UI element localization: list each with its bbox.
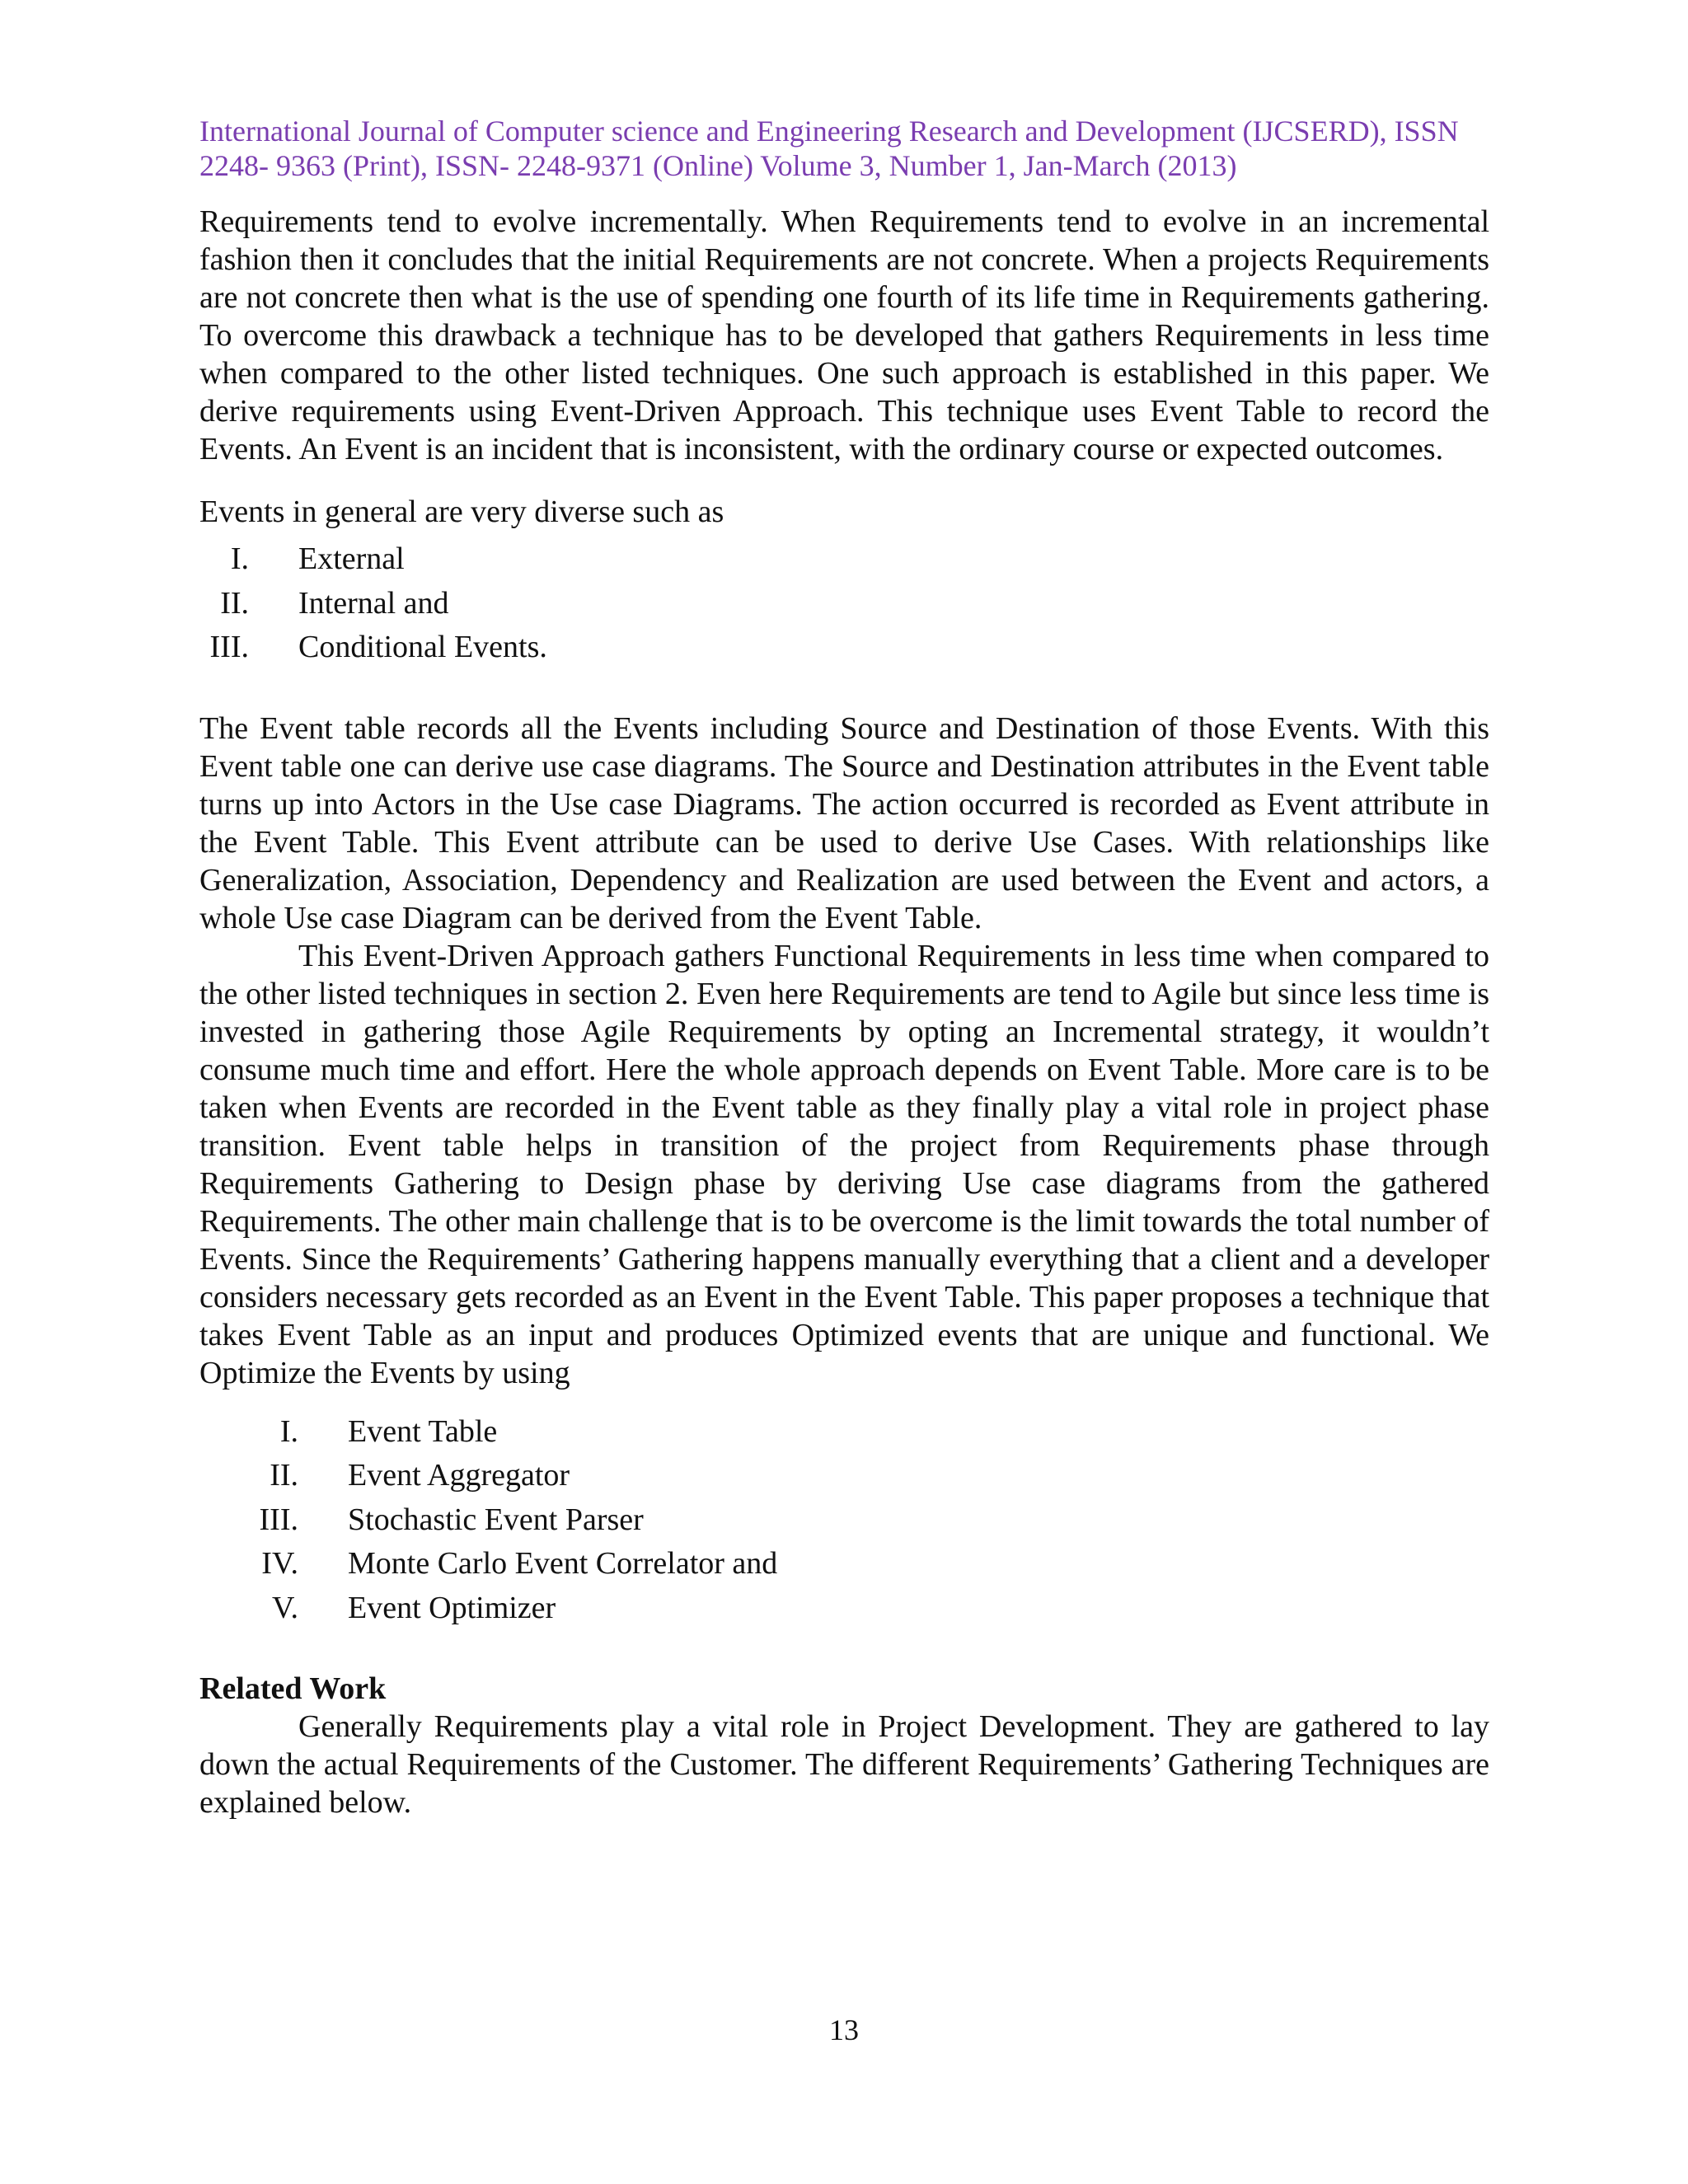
journal-header: [199, 114, 1489, 183]
list-item-number: IV.: [261, 1546, 298, 1581]
list-item: [199, 626, 1489, 670]
list-item: [199, 1454, 1489, 1498]
paragraph-related-work: Generally Requirements play a vital role in Project Development. They are gathered to lay down the actual Requirements of the Customer. The different Requirements’ Gathering Techniques are explained below.: [199, 1709, 1489, 1820]
list-item-number: II.: [270, 1458, 298, 1493]
paragraph-events-diverse: Events in general are very diverse such as: [199, 494, 724, 529]
list-item-text: Stochastic Event Parser: [348, 1502, 644, 1537]
paragraph-event-table: The Event table records all the Events including Source and Destination of those Events. With this Event table one can derive use case diagrams. The Source and Destination attributes in the Event table turns up into Actors in the Use case Diagrams. The action occurred is recorded as Event attribute in the Event Table. This Event attribute can be used to derive Use Cases. With relationships like Generalization, Association, Dependency and Realization are used between the Event and actors, a whole Use case Diagram can be derived from the Event Table.: [199, 710, 1489, 935]
list-item-number: I.: [279, 1413, 298, 1449]
event-types-list: [199, 537, 1489, 670]
page-number: 13: [829, 2013, 859, 2046]
list-item-number: III.: [209, 630, 249, 664]
list-item-text: Monte Carlo Event Correlator and: [348, 1546, 778, 1581]
list-item: [199, 1586, 1489, 1631]
related-work-heading: Related Work: [199, 1671, 387, 1706]
list-item: [199, 537, 1489, 582]
list-item-text: Conditional Events.: [298, 630, 547, 664]
optimization-steps-list: [199, 1410, 1489, 1631]
list-item: [199, 1410, 1489, 1455]
page-content: [199, 114, 1489, 1821]
list-item-text: Internal and: [298, 585, 449, 621]
paragraph-requirements-evolve: Requirements tend to evolve incrementally. When Requirements tend to evolve in an incremental fashion then it concludes that the initial Requirements are not concrete. When a projects Requirements are not concrete then what is the use of spending one fourth of its life time in Requirements gathering. To overcome this drawback a technique has to be developed that gathers Requirements in less time when compared to the other listed techniques. One such approach is established in this paper. We derive requirements using Event-Driven Approach. This technique uses Event Table to record the Events. An Event is an incident that is inconsistent, with the ordinary course or expected outcomes.: [199, 204, 1489, 466]
list-item-text: External: [298, 541, 405, 576]
journal-header-line-1: International Journal of Computer science and Engineering Research and Development (IJCSERD), ISSN: [199, 115, 1459, 148]
list-item-number: II.: [220, 585, 249, 621]
list-item: [199, 1542, 1489, 1586]
list-item: [199, 582, 1489, 626]
list-item: [199, 1498, 1489, 1543]
list-item-text: Event Table: [348, 1413, 498, 1449]
list-item-text: Event Aggregator: [348, 1458, 570, 1493]
list-item-number: V.: [271, 1590, 298, 1625]
list-item-number: I.: [230, 541, 249, 576]
paragraph-event-driven-approach: This Event-Driven Approach gathers Functional Requirements in less time when compared to the other listed techniques in section 2. Even here Requirements are tend to Agile but since less time is invested in gathering those Agile Requirements by opting an Incremental strategy, it wouldn’t consume much time and effort. Here the whole approach depends on Event Table. More care is to be taken when Events are recorded in the Event table as they finally play a vital role in project phase transition. Event table helps in transition of the project from Requirements phase through Requirements Gathering to Design phase by deriving Use case diagrams from the gathered Requirements. The other main challenge that is to be overcome is the limit towards the total number of Events. Since the Requirements’ Gathering happens manually everything that a client and a developer considers necessary gets recorded as an Event in the Event Table. This paper proposes a technique that takes Event Table as an input and produces Optimized events that are unique and functional. We Optimize the Events by using: [199, 938, 1489, 1390]
journal-header-line-2: 2248- 9363 (Print), ISSN- 2248-9371 (Online) Volume 3, Number 1, Jan-March (2013): [199, 149, 1237, 182]
list-item-number: III.: [259, 1502, 298, 1537]
list-item-text: Event Optimizer: [348, 1590, 556, 1625]
